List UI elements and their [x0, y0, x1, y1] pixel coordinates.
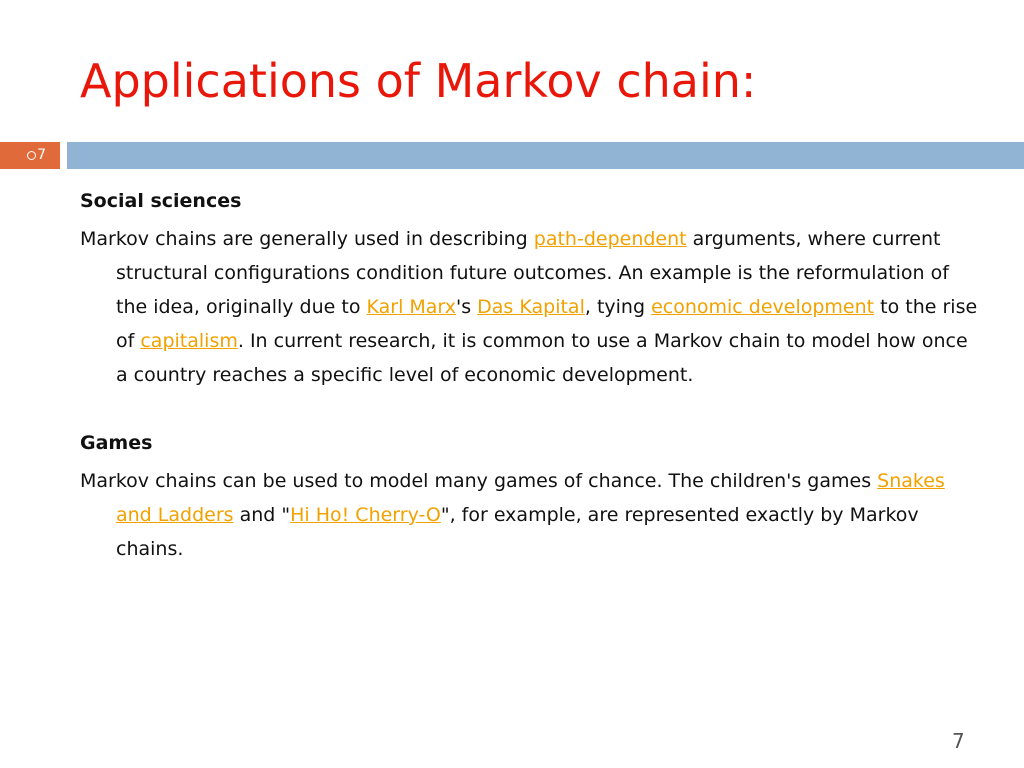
slide-number-badge [0, 142, 60, 169]
text-run: arguments, where current structural configurations condition future outcomes. An example is the reformulation of the idea, originally due to [116, 228, 949, 318]
text-run: , tying [584, 296, 652, 318]
link-hi-ho-cherry-o[interactable]: Hi Ho! Cherry-O [290, 504, 441, 526]
page-number: 7 [952, 729, 965, 753]
paragraph-social-sciences [80, 222, 980, 392]
link-karl-marx[interactable]: Karl Marx [366, 296, 456, 318]
slide-number-badge-text: 7 [37, 147, 46, 163]
link-das-kapital[interactable]: Das Kapital [477, 296, 585, 318]
paragraph-games [80, 464, 980, 566]
text-run: 's [455, 296, 478, 318]
link-snakes-and-ladders[interactable]: Snakes and Ladders [116, 470, 945, 526]
text-run: Markov chains can be used to model many games of chance. The children's games [80, 470, 878, 492]
text-run: Markov chains are generally used in describing [80, 228, 534, 250]
header-bar [0, 142, 1024, 169]
text-run: to the rise of [116, 296, 978, 352]
section-heading-games: Games [80, 432, 153, 454]
spacer [80, 392, 980, 426]
section-heading-social-sciences: Social sciences [80, 190, 242, 212]
text-run: . In current research, it is common to use a Markov chain to model how once a country reaches a specific level of economic development. [116, 330, 968, 386]
circle-bullet-icon [27, 151, 36, 160]
link-path-dependent[interactable]: path-dependent [533, 228, 687, 250]
link-capitalism[interactable]: capitalism [140, 330, 238, 352]
slide-content [80, 184, 980, 566]
text-run: and " [233, 504, 291, 526]
slide-title: Applications of Markov chain: [80, 54, 757, 108]
link-economic-development[interactable]: economic development [651, 296, 875, 318]
header-band [67, 142, 1024, 169]
text-run: ", for example, are represented exactly by Markov chains. [116, 504, 919, 560]
